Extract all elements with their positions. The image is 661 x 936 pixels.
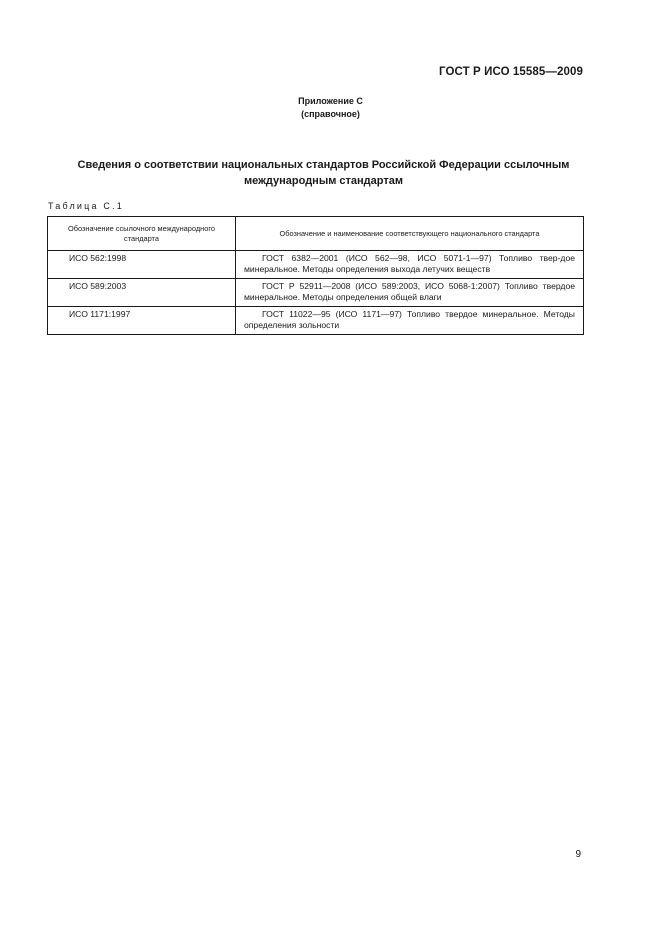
- table-row: [48, 251, 584, 279]
- appendix-note: (справочное): [301, 109, 360, 119]
- appendix-title-line-2: международным стандартам: [244, 175, 403, 187]
- header-international-standard: Обозначение ссылочного международного стандарта: [48, 217, 236, 251]
- table-row: [48, 307, 584, 335]
- iso-designation: ИСО 1171:1997: [48, 307, 236, 335]
- gost-designation: ГОСТ 6382—2001 (ИСО 562—98, ИСО 5071-1—97) Топливо твер-дое минеральное. Методы определения выхода летучих веществ: [236, 251, 584, 279]
- appendix-heading: [0, 95, 661, 121]
- iso-designation: ИСО 562:1998: [48, 251, 236, 279]
- appendix-label: Приложение С: [298, 96, 363, 106]
- table-row: [48, 279, 584, 307]
- page-number: 9: [575, 849, 581, 860]
- gost-designation: ГОСТ 11022—95 (ИСО 1171—97) Топливо твердое минеральное. Методы определения зольности: [236, 307, 584, 335]
- header-national-standard: Обозначение и наименование соответствующего национального стандарта: [236, 217, 584, 251]
- document-code: ГОСТ Р ИСО 15585—2009: [438, 66, 583, 78]
- appendix-title-line-1: Сведения о соответствии национальных стандартов Российской Федерации ссылочным: [77, 159, 570, 171]
- table-header-row: [48, 217, 584, 251]
- gost-designation: ГОСТ Р 52911—2008 (ИСО 589:2003, ИСО 5068-1:2007) Топливо твердое минеральное. Методы определения общей влаги: [236, 279, 584, 307]
- table-caption: Таблица С.1: [48, 201, 124, 211]
- iso-designation: ИСО 589:2003: [48, 279, 236, 307]
- appendix-title: [50, 157, 597, 189]
- correspondence-table: [47, 216, 584, 335]
